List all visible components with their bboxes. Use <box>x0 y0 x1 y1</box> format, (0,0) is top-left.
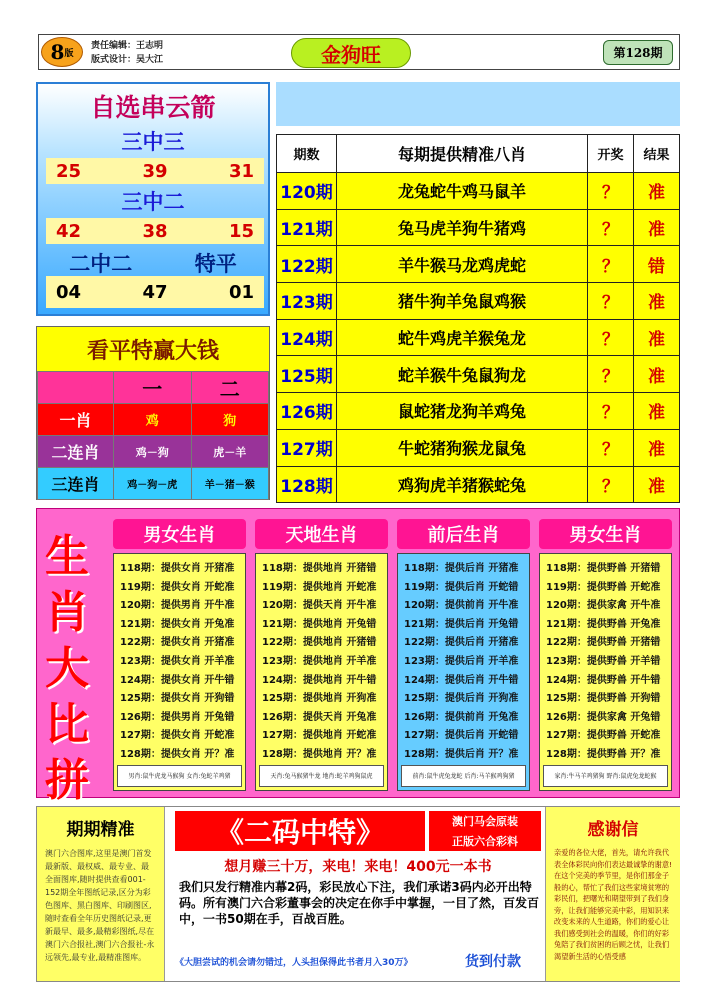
open-cell: ？ <box>588 429 634 466</box>
bottom-section <box>36 806 680 982</box>
period-cell: 125期 <box>277 356 337 393</box>
column-item: 121期：提供野兽 开兔准 <box>546 618 661 630</box>
column-item: 123期：提供后肖 开羊准 <box>404 655 519 667</box>
column-item: 125期：提供地肖 开狗准 <box>262 693 377 705</box>
comparison-column <box>539 519 672 791</box>
col-1: 一 <box>114 372 192 404</box>
column-item: 119期：提供地肖 开蛇准 <box>262 581 377 593</box>
header-result: 结果 <box>634 135 680 173</box>
column-item: 118期：提供女肖 开猪准 <box>120 563 235 574</box>
table-row <box>277 319 680 356</box>
title-char: 大 <box>45 643 89 694</box>
column-item: 127期：提供地肖 开蛇准 <box>262 730 377 742</box>
result-cell: 准 <box>634 319 680 356</box>
num: 38 <box>142 220 168 242</box>
open-cell: ？ <box>588 283 634 320</box>
column-footer: 家肖:牛马羊鸡猪狗 野肖:鼠虎兔龙蛇猴 <box>543 765 668 787</box>
column-item: 125期：提供后肖 开狗准 <box>404 693 519 705</box>
s2-label: 三中二 <box>121 190 185 214</box>
open-cell: ？ <box>588 356 634 393</box>
title-char: 比 <box>45 699 89 750</box>
column-item: 124期：提供女肖 开牛错 <box>120 674 235 686</box>
column-title: 前后生肖 <box>397 519 530 549</box>
period-cell: 124期 <box>277 319 337 356</box>
table-row <box>277 246 680 283</box>
num: 04 <box>56 281 82 303</box>
column-item: 124期：提供后肖 开牛错 <box>404 674 519 686</box>
kanping-panel <box>36 326 270 500</box>
banner: 《二码中特》 <box>175 811 425 851</box>
column-item: 121期：提供后肖 开兔错 <box>404 618 519 630</box>
num: 25 <box>56 160 82 182</box>
column-item: 123期：提供女肖 开羊准 <box>120 655 235 667</box>
column-item: 120期：提供男肖 开牛准 <box>120 600 235 612</box>
page-number-badge <box>41 37 83 67</box>
result-cell: 准 <box>634 173 680 210</box>
table-row <box>277 466 680 503</box>
editor-credit: 责任编辑：王志明 <box>91 41 164 51</box>
comparison-column <box>113 519 246 791</box>
zodiac-cell: 牛蛇猪狗猴龙鼠兔 <box>337 429 588 466</box>
kanping-table <box>37 371 269 500</box>
result-cell: 错 <box>634 246 680 283</box>
column-item: 119期：提供后肖 开蛇错 <box>404 581 519 593</box>
s3-labels <box>38 248 268 278</box>
slogan: 想月赚三十万，来电！来电！400元一本书 <box>224 859 492 875</box>
period-cell: 122期 <box>277 246 337 283</box>
zodiac-cell: 蛇牛鸡虎羊猴兔龙 <box>337 319 588 356</box>
row-label: 二连肖 <box>38 436 114 468</box>
title-char: 生 <box>45 531 89 582</box>
open-cell: ？ <box>588 319 634 356</box>
title-char: 肖 <box>45 587 89 638</box>
num: 01 <box>228 281 254 303</box>
comparison-column <box>397 519 530 791</box>
column-item: 124期：提供地肖 开牛错 <box>262 674 377 686</box>
zixuan-title: 自选串云箭 <box>90 93 216 122</box>
column-item: 128期：提供女肖 开？准 <box>120 748 235 760</box>
s1-label: 三中三 <box>121 130 185 154</box>
table-row <box>277 356 680 393</box>
zodiac-cell: 兔马虎羊狗牛猪鸡 <box>337 209 588 246</box>
result-cell: 准 <box>634 356 680 393</box>
body-text: 我们只发行精准内幕2码，彩民放心下注，我们承诺3码内必开出特码。所有澳门六合彩董事会的决定在你手中掌握，一目了然，百发百中，一书50期在手，百战百胜。 <box>179 880 540 926</box>
left-ad-title: 期期精准 <box>66 819 135 840</box>
zodiac-cell: 蛇羊猴牛兔鼠狗龙 <box>337 356 588 393</box>
issue-label: 第128期 <box>603 40 673 65</box>
left-ad <box>37 807 165 981</box>
page-unit: 版 <box>64 48 74 59</box>
column-footer: 前肖:鼠牛虎兔龙蛇 后肖:马羊猴鸡狗猪 <box>401 765 526 787</box>
cell: 鸡－狗 <box>114 436 192 468</box>
thanks-text: 亲爱的各位大佬，首先，请允许我代表全体彩民向你们表达最诚挚的谢意!在这个完美的季节里，是你们那金子般的心，帮忙了我们这些家境贫寒的彩民们，把曙光和期望带到了我们身旁，让我们能够完美中彩，用知识来改变未来的人生道路，你们的爱心让我们感受到社会的温暖，你们的好彩兔陪了我们贫困的后顾之忧，让我们渴望新生活的心悟受感 <box>554 848 672 961</box>
header-open: 开奖 <box>588 135 634 173</box>
column-item: 122期：提供地肖 开猪错 <box>262 637 377 649</box>
column-item: 118期：提供野兽 开猪错 <box>546 563 661 574</box>
zodiac-cell: 鼠蛇猪龙狗羊鸡兔 <box>337 393 588 430</box>
tag-2: 正版六合彩料 <box>429 831 541 851</box>
column-item: 125期：提供女肖 开狗错 <box>120 693 235 705</box>
result-cell: 准 <box>634 283 680 320</box>
page-number: 8 <box>50 40 65 64</box>
column-body <box>397 553 530 791</box>
main-table <box>276 134 680 503</box>
top-band <box>276 82 680 126</box>
column-title: 男女生肖 <box>539 519 672 549</box>
column-item: 123期：提供野兽 开羊错 <box>546 655 661 667</box>
s3a-label: 二中二 <box>69 252 133 276</box>
main-table-wrap <box>276 134 680 500</box>
column-item: 123期：提供地肖 开羊准 <box>262 655 377 667</box>
column-item: 128期：提供地肖 开？准 <box>262 748 377 760</box>
column-item: 124期：提供野兽 开牛错 <box>546 674 661 686</box>
column-item: 120期：提供前肖 开牛准 <box>404 600 519 612</box>
zodiac-cell: 龙兔蛇牛鸡马鼠羊 <box>337 173 588 210</box>
column-footer: 天肖:兔马猴猪牛龙 地肖:蛇羊鸡狗鼠虎 <box>259 765 384 787</box>
column-footer: 男肖:鼠牛虎龙马猴狗 女肖:兔蛇羊鸡猪 <box>117 765 242 787</box>
footer-text: 《大胆尝试的机会请勿错过，人头担保得此书者月入30万》 <box>175 958 413 968</box>
column-item: 122期：提供后肖 开猪准 <box>404 637 519 649</box>
result-cell: 准 <box>634 209 680 246</box>
column-title: 男女生肖 <box>113 519 246 549</box>
open-cell: ？ <box>588 466 634 503</box>
column-item: 118期：提供后肖 开猪准 <box>404 563 519 574</box>
column-item: 127期：提供后肖 开蛇错 <box>404 730 519 742</box>
result-cell: 准 <box>634 393 680 430</box>
s2-numbers <box>46 218 264 244</box>
cell: 鸡－狗－虎 <box>114 468 192 500</box>
header-title: 每期提供精准八肖 <box>337 135 588 173</box>
header-period: 期数 <box>277 135 337 173</box>
thanks-letter <box>545 807 680 981</box>
column-item: 126期：提供家禽 开兔错 <box>546 711 661 723</box>
cell: 鸡 <box>114 404 192 436</box>
period-cell: 120期 <box>277 173 337 210</box>
column-item: 121期：提供女肖 开兔准 <box>120 618 235 630</box>
column-item: 127期：提供野兽 开蛇准 <box>546 730 661 742</box>
column-body <box>113 553 246 791</box>
column-item: 120期：提供家禽 开牛准 <box>546 600 661 612</box>
thanks-title: 感谢信 <box>587 819 639 840</box>
zodiac-cell: 鸡狗虎羊猪猴蛇兔 <box>337 466 588 503</box>
num: 47 <box>142 281 168 303</box>
pay-label: 货到付款 <box>465 954 521 970</box>
column-item: 118期：提供地肖 开猪错 <box>262 563 377 574</box>
num: 39 <box>142 160 168 182</box>
corner <box>38 372 114 404</box>
zixuan-panel <box>36 82 270 316</box>
table-row <box>277 173 680 210</box>
column-title: 天地生肖 <box>255 519 388 549</box>
period-cell: 128期 <box>277 466 337 503</box>
kanping-title: 看平特赢大钱 <box>37 327 269 371</box>
cell: 羊－猪－猴 <box>191 468 269 500</box>
period-cell: 121期 <box>277 209 337 246</box>
column-item: 128期：提供后肖 开？准 <box>404 748 519 760</box>
table-row <box>277 393 680 430</box>
column-item: 126期：提供天肖 开兔准 <box>262 711 377 723</box>
comparison-column <box>255 519 388 791</box>
column-item: 119期：提供女肖 开蛇准 <box>120 581 235 593</box>
result-cell: 准 <box>634 466 680 503</box>
period-cell: 126期 <box>277 393 337 430</box>
left-ad-text: 澳门六合图库,这里是澳门首发最新版、最权威、最专业、最全面图库,随时提供查看001-152期全年图纸记录,区分为彩色图库、黑白图库、印刷图区,随时查看全年历史图纸记录,更新最早、最多,最精彩图纸,尽在澳门六合报社,澳门六合报社-永远领先,最专业,最精准图库。 <box>45 849 155 962</box>
column-body <box>255 553 388 791</box>
row-label: 一肖 <box>38 404 114 436</box>
column-item: 122期：提供女肖 开猪准 <box>120 637 235 649</box>
period-cell: 127期 <box>277 429 337 466</box>
column-item: 121期：提供地肖 开兔错 <box>262 618 377 630</box>
period-cell: 123期 <box>277 283 337 320</box>
table-row <box>277 429 680 466</box>
page-header <box>38 34 680 70</box>
s1-numbers <box>46 158 264 184</box>
zodiac-cell: 羊牛猴马龙鸡虎蛇 <box>337 246 588 283</box>
column-item: 122期：提供野兽 开猪错 <box>546 637 661 649</box>
column-item: 119期：提供野兽 开蛇准 <box>546 581 661 593</box>
designer-credit: 版式设计：吴大江 <box>91 55 164 65</box>
logo: 金狗旺 <box>291 38 411 68</box>
comparison-title <box>45 529 107 809</box>
title-char: 拼 <box>45 755 89 806</box>
cell: 虎－羊 <box>191 436 269 468</box>
table-row <box>277 283 680 320</box>
result-cell: 准 <box>634 429 680 466</box>
comparison-section <box>36 508 680 806</box>
row-label: 三连肖 <box>38 468 114 500</box>
table-row <box>277 209 680 246</box>
credits <box>91 39 163 67</box>
open-cell: ？ <box>588 209 634 246</box>
num: 15 <box>228 220 254 242</box>
zodiac-cell: 猪牛狗羊兔鼠鸡猴 <box>337 283 588 320</box>
column-item: 127期：提供女肖 开蛇准 <box>120 730 235 742</box>
s3b-label: 特平 <box>194 252 237 276</box>
col-2: 二 <box>191 372 269 404</box>
open-cell: ？ <box>588 393 634 430</box>
tag-1: 澳门马会原装 <box>429 811 541 831</box>
column-item: 125期：提供野兽 开狗错 <box>546 693 661 705</box>
s3-numbers <box>46 276 264 308</box>
column-item: 126期：提供男肖 开兔错 <box>120 711 235 723</box>
open-cell: ？ <box>588 246 634 283</box>
cell: 狗 <box>191 404 269 436</box>
column-item: 120期：提供天肖 开牛准 <box>262 600 377 612</box>
num: 42 <box>56 220 82 242</box>
column-body <box>539 553 672 791</box>
column-item: 126期：提供前肖 开兔准 <box>404 711 519 723</box>
open-cell: ？ <box>588 173 634 210</box>
center-ad <box>169 807 545 981</box>
num: 31 <box>228 160 254 182</box>
column-item: 128期：提供野兽 开？准 <box>546 748 661 760</box>
